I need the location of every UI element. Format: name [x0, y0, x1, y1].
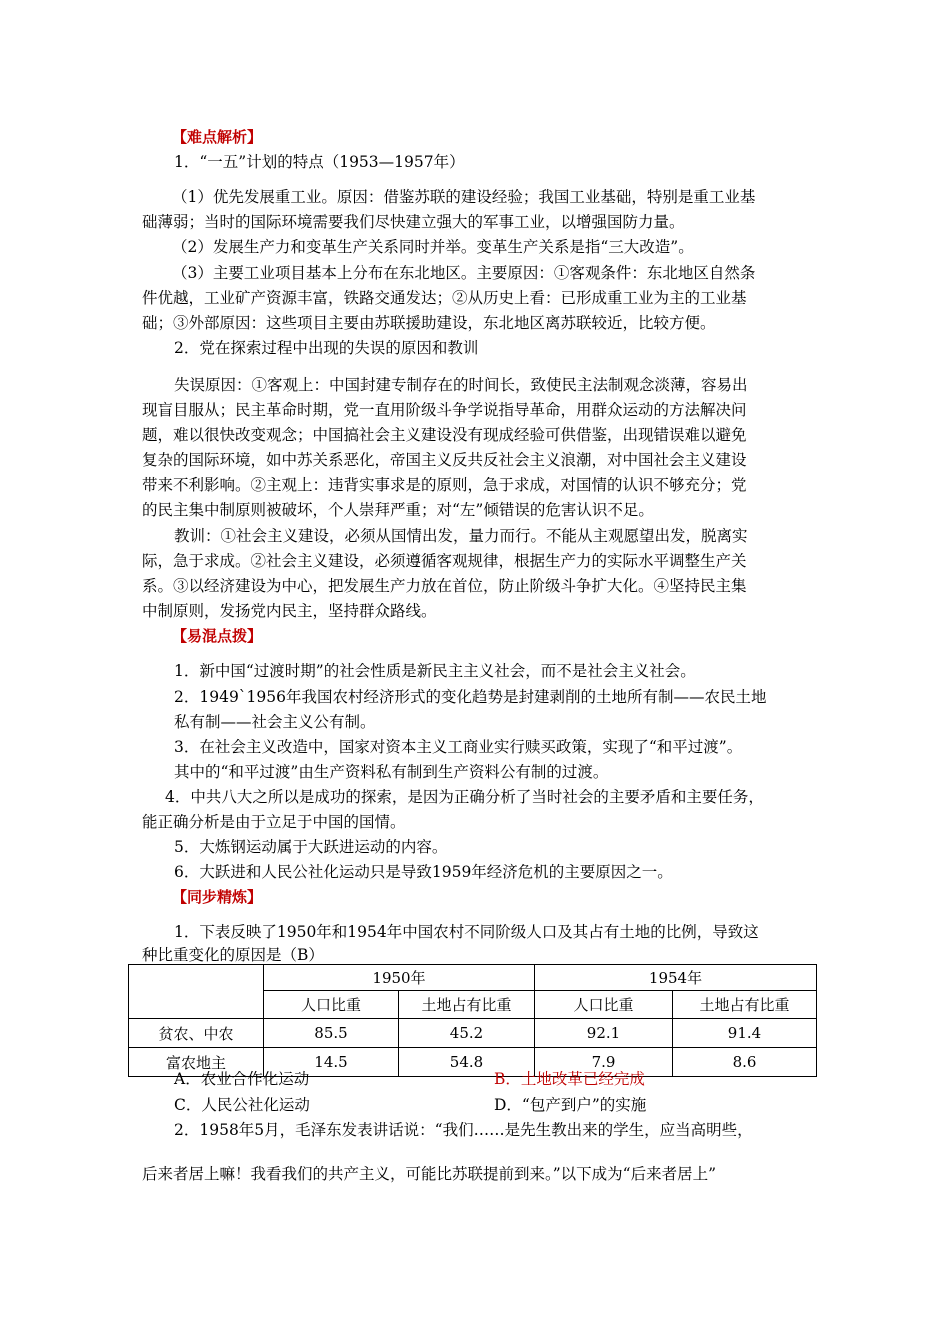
table-cell: 54.8 [399, 1048, 535, 1077]
table-header-year: 1954年 [535, 965, 817, 991]
text-line: 件优越，工业矿产资源丰富，铁路交通发达；②从历史上看：已形成重工业为主的工业基 [142, 289, 747, 307]
text-line: 带来不利影响。②主观上：违背实事求是的原则，急于求成，对国情的认识不够充分；党 [142, 476, 747, 494]
heading-practice: 【同步精炼】 [172, 888, 263, 906]
text-line: 系。③以经济建设为中心，把发展生产力放在首位，防止阶级斗争扩大化。④坚持民主集 [142, 577, 747, 595]
text-line: 1．新中国“过渡时期”的社会性质是新民主主义社会，而不是社会主义社会。 [174, 662, 696, 680]
table-cell: 8.6 [673, 1048, 817, 1077]
text-line: 2．1958年5月，毛泽东发表讲话说：“我们……是先生教出来的学生，应当高明些， [174, 1121, 753, 1139]
text-line: 教训：①社会主义建设，必须从国情出发，量力而行。不能从主观愿望出发，脱离实 [174, 527, 748, 545]
text-line: 后来者居上嘛！我看我们的共产主义，可能比苏联提前到来。”以下成为“后来者居上” [142, 1165, 717, 1183]
text-line: 的民主集中制原则被破坏，个人崇拜严重；对“左”倾错误的危害认识不足。 [142, 501, 654, 519]
text-line: 际，急于求成。②社会主义建设，必须遵循客观规律，根据生产力的实际水平调整生产关 [142, 552, 747, 570]
text-line: 4．中共八大之所以是成功的探索，是因为正确分析了当时社会的主要矛盾和主要任务， [165, 788, 764, 806]
text-line: 失误原因：①客观上：中国封建专制存在的时间长，致使民主法制观念淡薄，容易出 [174, 376, 748, 394]
text-line: 3．在社会主义改造中，国家对资本主义工商业实行赎买政策，实现了“和平过渡”。 [174, 738, 743, 756]
text-line: 2．党在探索过程中出现的失误的原因和教训 [174, 339, 479, 357]
option-a: A．农业合作化运动 [174, 1070, 310, 1088]
table-cell: 91.4 [673, 1019, 817, 1048]
table-corner-cell [129, 965, 264, 1019]
table-cell: 85.5 [264, 1019, 399, 1048]
land-population-table [128, 964, 817, 1077]
table-cell: 92.1 [535, 1019, 673, 1048]
text-line: 复杂的国际环境，如中苏关系恶化，帝国主义反共反社会主义浪潮，对中国社会主义建设 [142, 451, 747, 469]
text-line: 5．大炼钢运动属于大跃进运动的内容。 [174, 838, 448, 856]
table-row-label: 贫农、中农 [129, 1019, 264, 1048]
text-line: 种比重变化的原因是（B） [142, 946, 324, 964]
text-line: 础薄弱；当时的国际环境需要我们尽快建立强大的军事工业，以增强国防力量。 [142, 213, 685, 231]
text-line: 现盲目服从；民主革命时期，党一直用阶级斗争学说指导革命，用群众运动的方法解决问 [142, 401, 747, 419]
heading-confusing-points: 【易混点拨】 [172, 627, 263, 645]
table-subheader: 土地占有比重 [673, 991, 817, 1019]
heading-difficult-points: 【难点解析】 [172, 128, 263, 146]
text-line: 题，难以很快改变观念；中国搞社会主义建设没有现成经验可供借鉴，出现错误难以避免 [142, 426, 747, 444]
text-line: 私有制——社会主义公有制。 [174, 713, 376, 731]
option-d: D．“包产到户”的实施 [494, 1096, 647, 1114]
text-line: 础；③外部原因：这些项目主要由苏联援助建设，东北地区离苏联较近，比较方便。 [142, 314, 716, 332]
table-row-label: 富农地主 [129, 1048, 264, 1077]
option-b-answer: B．土地改革已经完成 [494, 1070, 645, 1088]
table-row [129, 1019, 817, 1048]
table-cell: 7.9 [535, 1048, 673, 1077]
text-line: （1）优先发展重工业。原因：借鉴苏联的建设经验；我国工业基础，特别是重工业基 [172, 188, 756, 206]
option-c: C．人民公社化运动 [174, 1096, 310, 1114]
table-subheader: 人口比重 [535, 991, 673, 1019]
text-line: 能正确分析是由于立足于中国的国情。 [142, 813, 406, 831]
table-cell: 45.2 [399, 1019, 535, 1048]
text-line: （3）主要工业项目基本上分布在东北地区。主要原因：①客观条件：东北地区自然条 [172, 264, 756, 282]
text-line: 6．大跃进和人民公社化运动只是导致1959年经济危机的主要原因之一。 [174, 863, 673, 881]
table-cell: 14.5 [264, 1048, 399, 1077]
text-line: 1．下表反映了1950年和1954年中国农村不同阶级人口及其占有土地的比例，导致这 [174, 923, 759, 941]
table-subheader: 人口比重 [264, 991, 399, 1019]
text-line: 2．1949`1956年我国农村经济形式的变化趋势是封建剥削的土地所有制——农民土地 [174, 688, 767, 706]
text-line: 中制原则，发扬党内民主，坚持群众路线。 [142, 602, 437, 620]
table-header-year: 1950年 [264, 965, 535, 991]
text-line: 其中的“和平过渡”由生产资料私有制到生产资料公有制的过渡。 [174, 763, 609, 781]
text-line: （2）发展生产力和变革生产关系同时并举。变革生产关系是指“三大改造”。 [172, 238, 694, 256]
text-line: 1．“一五”计划的特点（1953—1957年） [174, 153, 465, 171]
table-subheader: 土地占有比重 [399, 991, 535, 1019]
